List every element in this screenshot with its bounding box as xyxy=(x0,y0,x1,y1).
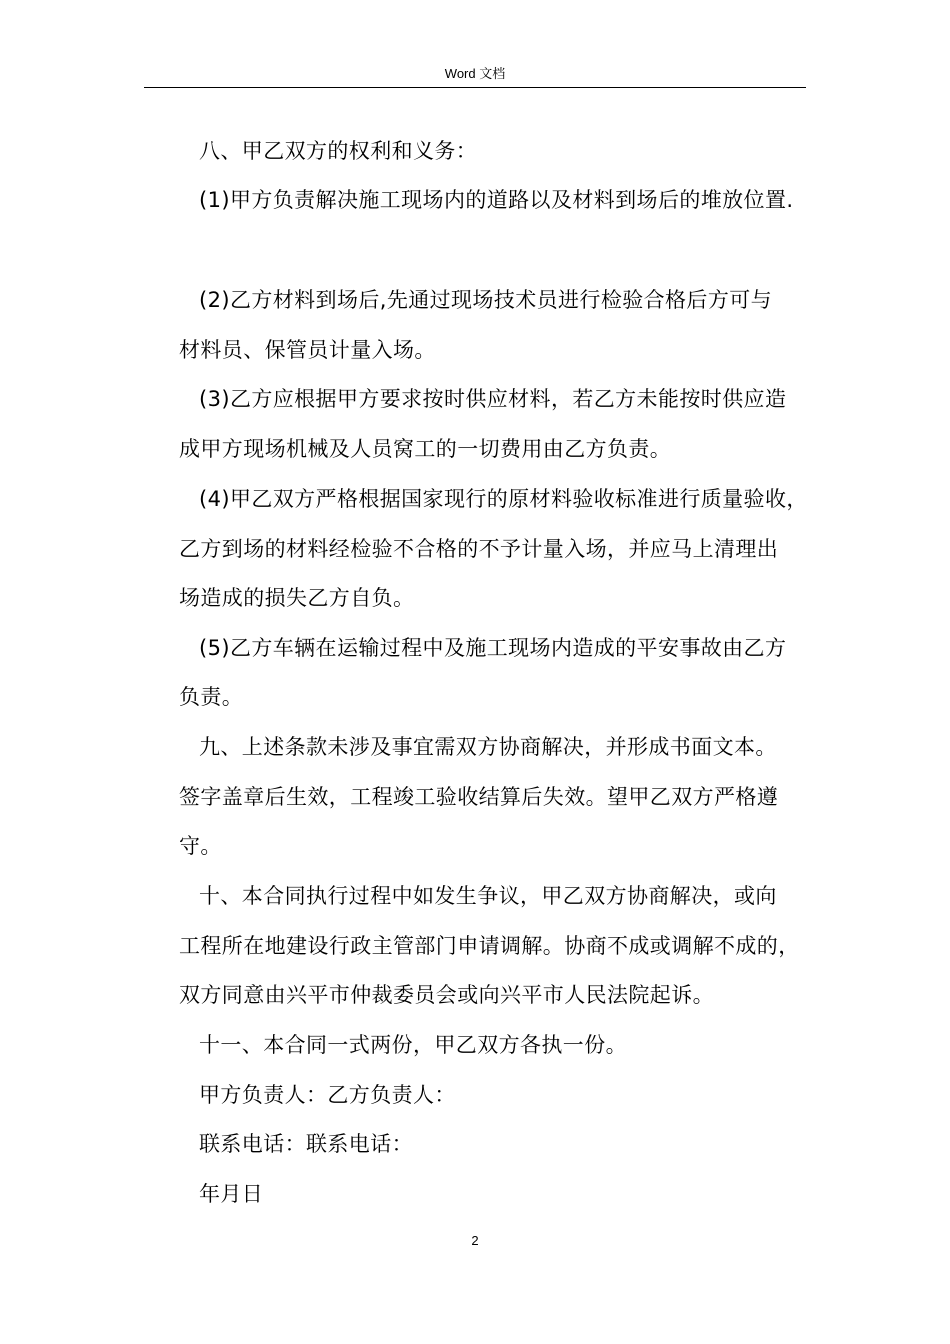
section-9-line-1: 九、上述条款未涉及事宜需双方协商解决，并形成书面文本。 xyxy=(199,735,777,759)
clause-8-5-line-1: (5)乙方车辆在运输过程中及施工现场内造成的平安事故由乙方 xyxy=(199,636,787,660)
signatories-line: 甲方负责人：乙方负责人： xyxy=(199,1083,456,1107)
section-9-line-3: 守。 xyxy=(179,834,222,858)
clause-8-5-line-2: 负责。 xyxy=(179,685,244,709)
clause-8-3-line-1: (3)乙方应根据甲方要求按时供应材料，若乙方未能按时供应造 xyxy=(199,387,787,411)
clause-8-4-line-2: 乙方到场的材料经检验不合格的不予计量入场，并应马上清理出 xyxy=(179,537,779,561)
header-title: Word 文档 xyxy=(444,66,506,81)
page-number: 2 xyxy=(471,1233,479,1248)
header-divider xyxy=(144,87,806,88)
clause-8-1: (1)甲方负责解决施工现场内的道路以及材料到场后的堆放位置. xyxy=(199,188,794,212)
section-10-line-2: 工程所在地建设行政主管部门申请调解。协商不成或调解不成的， xyxy=(179,934,800,958)
contact-phone-line: 联系电话：联系电话： xyxy=(199,1132,413,1156)
date-line: 年月日 xyxy=(199,1182,264,1206)
clause-8-3-line-2: 成甲方现场机械及人员窝工的一切费用由乙方负责。 xyxy=(179,437,672,461)
section-9-line-2: 签字盖章后生效，工程竣工验收结算后失效。望甲乙双方严格遵 xyxy=(179,785,779,809)
clause-8-4-line-3: 场造成的损失乙方自负。 xyxy=(179,586,415,610)
clause-8-4-line-1: (4)甲乙双方严格根据国家现行的原材料验收标准进行质量验收， xyxy=(199,487,808,511)
clause-8-2-line-2: 材料员、保管员计量入场。 xyxy=(179,338,436,362)
section-10-line-1: 十、本合同执行过程中如发生争议，甲乙双方协商解决，或向 xyxy=(199,884,777,908)
section-11: 十一、本合同一式两份，甲乙双方各执一份。 xyxy=(199,1033,627,1057)
section-10-line-3: 双方同意由兴平市仲裁委员会或向兴平市人民法院起诉。 xyxy=(179,983,714,1007)
section-8-heading: 八、甲乙双方的权利和义务： xyxy=(199,139,478,163)
clause-8-2-line-1: (2)乙方材料到场后,先通过现场技术员进行检验合格后方可与 xyxy=(199,288,773,312)
